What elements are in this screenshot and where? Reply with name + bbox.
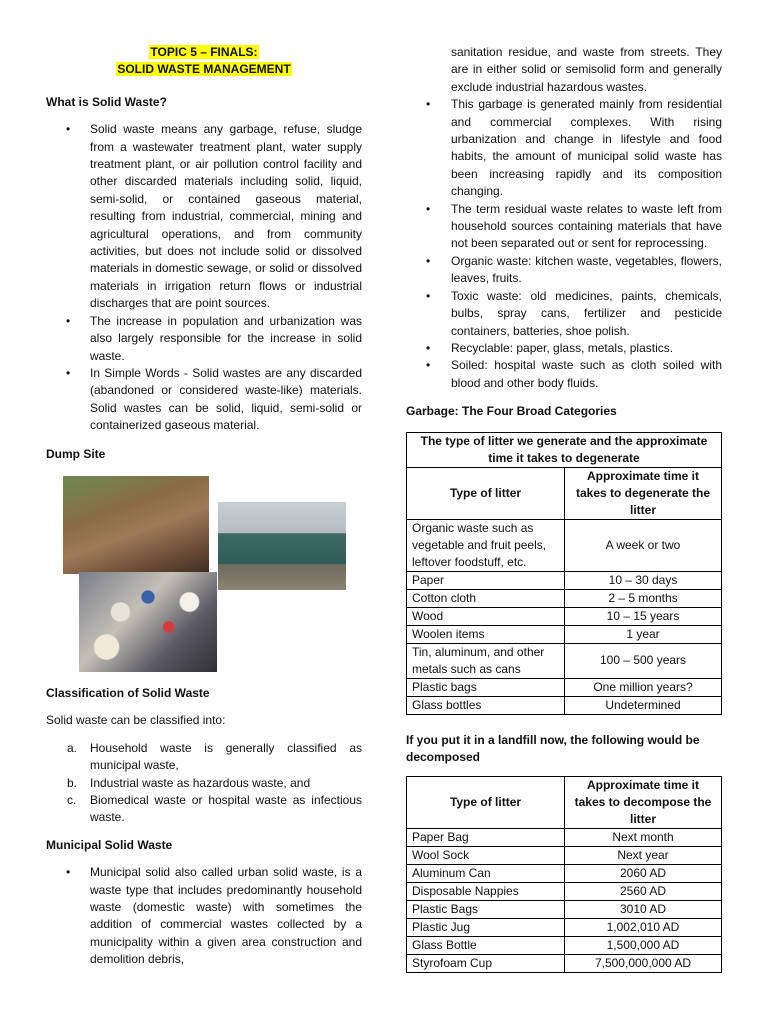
classification-heading: Classification of Solid Waste: [46, 685, 210, 700]
table-row: [407, 829, 722, 847]
table-row: [407, 847, 722, 865]
dump-photo-garbage-pile: [79, 572, 217, 672]
table-cell-item: Plastic bags: [407, 678, 565, 696]
garbage-heading: Garbage: The Four Broad Categories: [406, 404, 617, 419]
table-row: [407, 901, 722, 919]
table-cell-time: Undetermined: [565, 696, 722, 714]
table-header-row: [407, 467, 722, 519]
column-header: Approximate time it takes to decompose the litter: [565, 777, 722, 829]
table-cell-time: 10 – 30 days: [565, 571, 722, 589]
table-cell-time: A week or two: [565, 519, 722, 571]
classification-list: [46, 740, 362, 827]
table-row: [407, 865, 722, 883]
list-item: • Toxic waste: old medicines, paints, chemicals, bulbs, spray cans, fertilizer and pesticide containers, batteries, shoe polish.: [406, 288, 722, 340]
table-row: [407, 883, 722, 901]
municipal-details-list: [406, 96, 722, 392]
list-item: b. Industrial waste as hazardous waste, and: [67, 775, 311, 790]
list-item: • Recyclable: paper, glass, metals, plastics.: [406, 340, 722, 357]
list-item: • The increase in population and urbanization was also largely responsible for the increase in solid waste.: [46, 313, 362, 365]
table-caption-row: [407, 432, 722, 467]
table-cell-time: 1,002,010 AD: [565, 919, 722, 937]
dump-site-heading: Dump Site: [46, 446, 106, 461]
municipal-heading: Municipal Solid Waste: [46, 837, 173, 852]
landfill-heading: If you put it in a landfill now, the following would be decomposed: [406, 732, 700, 764]
table-cell-time: 100 – 500 years: [565, 643, 722, 678]
table-cell-time: One million years?: [565, 678, 722, 696]
table-cell-time: 10 – 15 years: [565, 607, 722, 625]
table-cell-time: 1,500,000 AD: [565, 937, 722, 955]
left-column: [46, 0, 362, 969]
table-cell-item: Woolen items: [407, 625, 565, 643]
table-cell-item: Wood: [407, 607, 565, 625]
table-cell-item: Glass bottles: [407, 696, 565, 714]
what-is-list: [46, 121, 362, 434]
table-cell-item: Paper Bag: [407, 829, 565, 847]
table-cell-item: Tin, aluminum, and other metals such as cans: [407, 643, 565, 678]
table-cell-item: Cotton cloth: [407, 589, 565, 607]
table-row: [407, 643, 722, 678]
list-item: • In Simple Words - Solid wastes are any discarded (abandoned or considered waste-like) materials. Solid wastes can be solid, liquid, semi-solid or containerized gaseous material.: [46, 365, 362, 435]
table-row: [407, 571, 722, 589]
table-cell-item: Wool Sock: [407, 847, 565, 865]
degenerate-table: [406, 432, 722, 715]
table-cell-item: Organic waste such as vegetable and fruit peels, leftover foodstuff, etc.: [407, 519, 565, 571]
table-row: [407, 519, 722, 571]
decompose-table-body: [407, 829, 722, 973]
topic-line: [46, 44, 362, 61]
column-header: Approximate time it takes to degenerate the litter: [565, 467, 722, 519]
topic-title: TOPIC 5 – FINALS:: [150, 45, 258, 59]
list-item: • This garbage is generated mainly from residential and commercial complexes. With rising urbanization and change in lifestyle and food habits, the amount of municipal solid waste has been increasing rapidly and its composition changing.: [406, 96, 722, 200]
table-header-row: [407, 777, 722, 829]
subject-title: SOLID WASTE MANAGEMENT: [117, 62, 291, 77]
municipal-list: [46, 864, 362, 968]
list-item: • Solid waste means any garbage, refuse, sludge from a wastewater treatment plant, water supply treatment plant, or air pollution control facility and other discarded materials including solid, liquid, semi-solid, or contained gaseous material, resulting from industrial, commercial, mining and agricultural operations, and from community activities, but does not include solid or dissolved materials in domestic sewage, or solid or dissolved materials in irrigation return flows or industrial discharges that are point sources.: [46, 121, 362, 312]
municipal-continuation: sanitation residue, and waste from streets. They are in either solid or semisolid form and generally exclude industrial hazardous wastes.: [451, 45, 722, 94]
table-cell-time: 1 year: [565, 625, 722, 643]
table-row: [407, 937, 722, 955]
table-cell-time: Next month: [565, 829, 722, 847]
table-cell-time: 3010 AD: [565, 901, 722, 919]
what-is-heading: What is Solid Waste?: [46, 94, 167, 109]
table-row: [407, 607, 722, 625]
dump-photo-containers: [218, 502, 346, 590]
table-cell-time: 2 – 5 months: [565, 589, 722, 607]
table-cell-item: Plastic Jug: [407, 919, 565, 937]
list-item: a. Household waste is generally classified as municipal waste,: [67, 740, 362, 773]
right-column: [406, 0, 722, 973]
list-item: • Soiled: hospital waste such as cloth soiled with blood and other body fluids.: [406, 357, 722, 392]
table-cell-item: Disposable Nappies: [407, 883, 565, 901]
decompose-table: [406, 776, 722, 973]
table-cell-time: Next year: [565, 847, 722, 865]
table-cell-time: 2060 AD: [565, 865, 722, 883]
table-cell-item: Paper: [407, 571, 565, 589]
table-row: [407, 696, 722, 714]
degenerate-table-body: [407, 519, 722, 714]
table-cell-item: Styrofoam Cup: [407, 955, 565, 973]
table-row: [407, 589, 722, 607]
list-item: • Organic waste: kitchen waste, vegetables, flowers, leaves, fruits.: [406, 253, 722, 288]
table-cell-item: Glass Bottle: [407, 937, 565, 955]
table-row: [407, 625, 722, 643]
table-caption: The type of litter we generate and the approximate time it takes to degenerate: [407, 432, 722, 467]
column-header: Type of litter: [407, 777, 565, 829]
classification-intro: Solid waste can be classified into:: [46, 713, 226, 728]
table-cell-time: 7,500,000,000 AD: [565, 955, 722, 973]
table-row: [407, 919, 722, 937]
table-cell-item: Plastic Bags: [407, 901, 565, 919]
dump-site-photos: [46, 476, 362, 676]
list-item: c. Biomedical waste or hospital waste as infectious waste.: [67, 792, 362, 825]
table-cell-time: 2560 AD: [565, 883, 722, 901]
subject-line: [46, 61, 362, 78]
dump-photo-debris: [63, 476, 209, 574]
column-header: Type of litter: [407, 467, 565, 519]
list-item: • Municipal solid also called urban solid waste, is a waste type that includes predominantly household waste (domestic waste) with sometimes the addition of commercial wastes collected by a municipality within a given area construction and demolition debris,: [46, 864, 362, 968]
table-cell-item: Aluminum Can: [407, 865, 565, 883]
table-row: [407, 678, 722, 696]
table-row: [407, 955, 722, 973]
list-item: • The term residual waste relates to waste left from household sources containing materials that have not been separated out or sent for reprocessing.: [406, 201, 722, 253]
